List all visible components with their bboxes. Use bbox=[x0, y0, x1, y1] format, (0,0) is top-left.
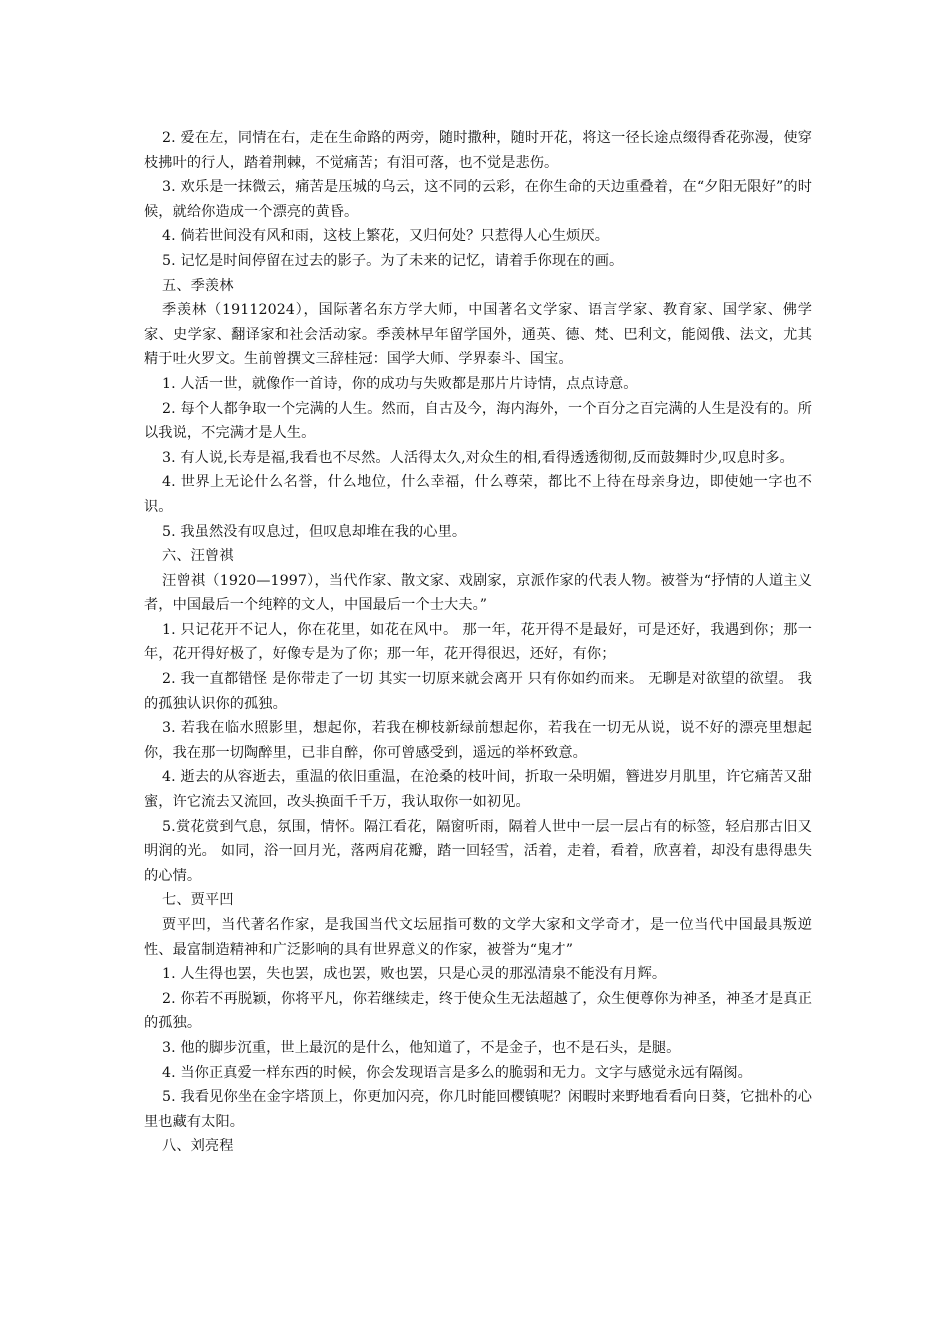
list-item: 2. 我一直都错怪 是你带走了一切 其实一切原来就会离开 只有你如约而来。 无聊是对欲望的欲望。 我的孤独认识你的孤独。 bbox=[144, 671, 812, 712]
list-item: 3. 他的脚步沉重，世上最沉的是什么，他知道了，不是金子，也不是石头，是腿。 bbox=[162, 1039, 681, 1056]
list-item: 5. 我虽然没有叹息过，但叹息却堆在我的心里。 bbox=[162, 523, 467, 540]
list-item: 5. 记忆是时间停留在过去的影子。为了未来的记忆，请着手你现在的画。 bbox=[162, 252, 624, 269]
list-item: 5. 我看见你坐在金字塔顶上，你更加闪亮，你几时能回樱镇呢？闲暇时来野地看看向日葵，它拙朴的心里也藏有太阳。 bbox=[144, 1089, 812, 1130]
section-heading: 五、季羡林 bbox=[162, 277, 234, 294]
list-item: 2. 你若不再脱颖，你将平凡，你若继续走，终于使众生无法超越了，众生便尊你为神圣，神圣才是真正的孤独。 bbox=[144, 990, 812, 1032]
list-item: 4. 逝去的从容逝去，重温的依旧重温，在沧桑的枝叶间，折取一朵明媚，簪进岁月肌里，许它痛苦又甜蜜，许它流去又流回，改头换面千千万，我认取你一如初见。 bbox=[144, 769, 812, 811]
list-item: 4. 世界上无论什么名誉，什么地位，什么幸福，什么尊荣，都比不上待在母亲身边，即使她一字也不识。 bbox=[144, 474, 812, 515]
section-heading: 七、贾平凹 bbox=[162, 892, 234, 909]
author-intro: 季羡林（19112024），国际著名东方学大师，中国著名文学家、语言学家、教育家、国学家、佛学家、史学家、翻译家和社会活动家。季羡林早年留学国外，通英、德、梵、巴利文，能阅俄、法文，尤其精于吐火罗文。生前曾撰文三辞桂冠：国学大师、学界泰斗、国宝。 bbox=[144, 302, 812, 368]
list-item: 3. 欢乐是一抹微云，痛苦是压城的乌云，这不同的云彩，在你生命的天边重叠着，在“夕阳无限好”的时候，就给你造成一个漂亮的黄昏。 bbox=[144, 179, 812, 220]
list-item: 4. 倘若世间没有风和雨，这枝上繁花，又归何处？只惹得人心生烦厌。 bbox=[162, 228, 610, 245]
author-intro: 汪曾祺（1920—1997），当代作家、散文家、戏剧家，京派作家的代表人物。被誉为“抒情的人道主义者，中国最后一个纯粹的文人，中国最后一个士大夫。” bbox=[144, 572, 812, 614]
list-item: 2. 爱在左，同情在右，走在生命路的两旁，随时撒种，随时开花，将这一径长途点缀得香花弥漫，使穿枝拂叶的行人，踏着荆棘，不觉痛苦；有泪可落，也不觉是悲伤。 bbox=[144, 130, 812, 171]
list-item: 3. 若我在临水照影里，想起你，若我在柳枝新绿前想起你，若我在一切无从说，说不好的漂亮里想起你，我在那一切陶醉里，已非自醉，你可曾感受到，遥远的举杯致意。 bbox=[144, 720, 812, 761]
list-item: 1. 人生得也罢，失也罢，成也罢，败也罢，只是心灵的那泓清泉不能没有月辉。 bbox=[162, 966, 667, 983]
list-item: 5.赏花赏到气息，氛围，情怀。隔江看花，隔窗听雨，隔着人世中一层一层占有的标签，轻启那古旧又明润的光。 如同，浴一回月光，落两肩花瓣，踏一回轻雪，活着，走着，看着，欣喜着，却没有患得患失的心情。 bbox=[144, 818, 812, 884]
section-heading: 八、刘亮程 bbox=[162, 1138, 234, 1155]
document-page bbox=[144, 126, 812, 1159]
author-intro: 贾平凹，当代著名作家，是我国当代文坛屈指可数的文学大家和文学奇才，是一位当代中国最具叛逆性、最富制造精神和广泛影响的具有世界意义的作家，被誉为“鬼才” bbox=[144, 917, 812, 958]
list-item: 2. 每个人都争取一个完满的人生。然而，自古及今，海内海外，一个百分之百完满的人生是没有的。所以我说，不完满才是人生。 bbox=[144, 400, 812, 442]
section-heading: 六、汪曾祺 bbox=[162, 548, 234, 565]
list-item: 4. 当你正真爱一样东西的时候，你会发现语言是多么的脆弱和无力。文字与感觉永远有隔阂。 bbox=[162, 1064, 752, 1081]
list-item: 1. 只记花开不记人，你在花里，如花在风中。 那一年，花开得不是最好，可是还好，我遇到你；那一年，花开得好极了，好像专是为了你；那一年，花开得很迟，还好，有你； bbox=[144, 621, 812, 663]
list-item: 1. 人活一世，就像作一首诗，你的成功与失败都是那片片诗情，点点诗意。 bbox=[162, 375, 638, 392]
list-item: 3. 有人说,长寿是福,我看也不尽然。人活得太久,对众生的相,看得透透彻彻,反而鼓舞时少,叹息时多。 bbox=[162, 449, 794, 466]
